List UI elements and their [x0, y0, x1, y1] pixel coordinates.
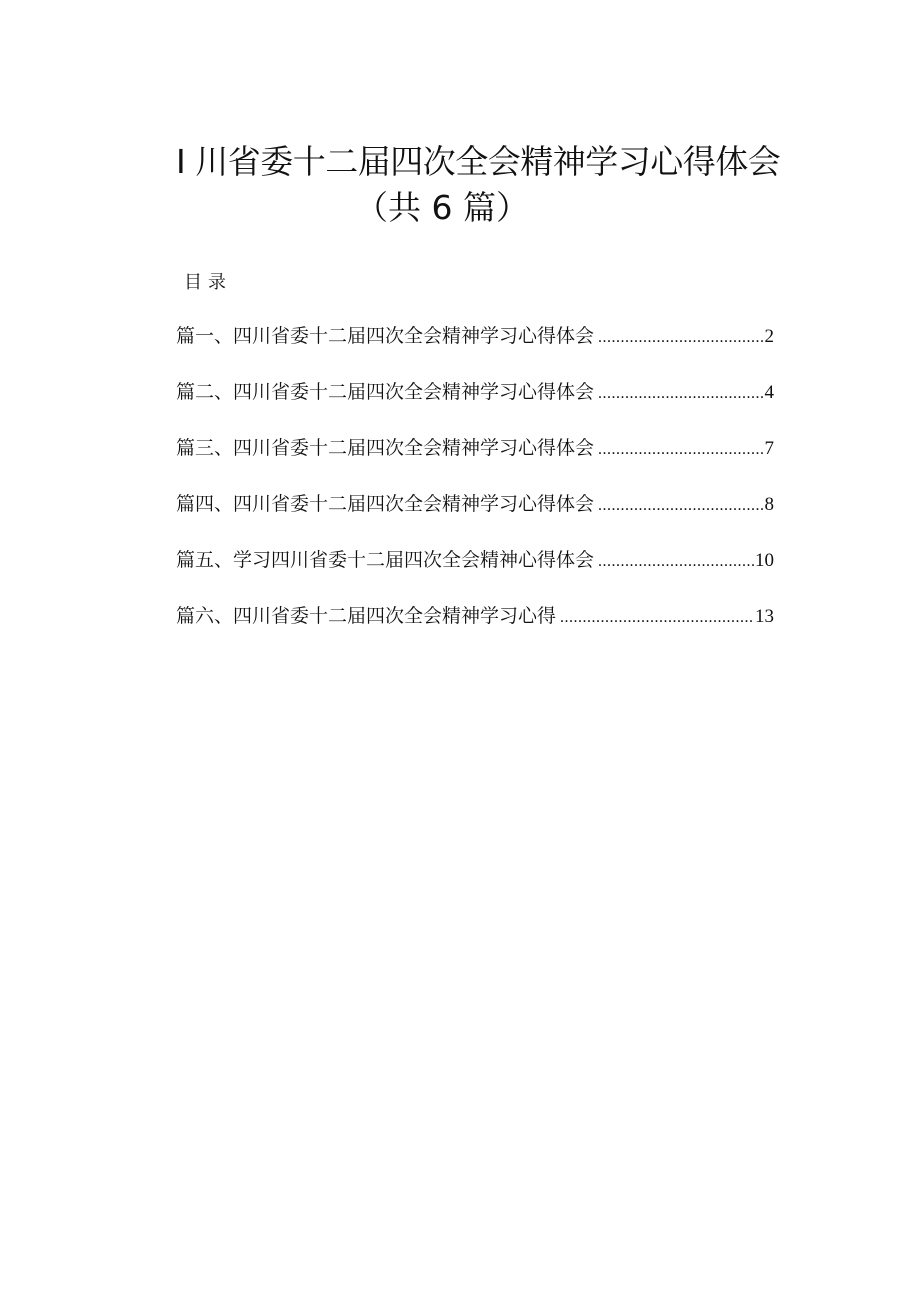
- toc-entry-3[interactable]: [176, 432, 774, 488]
- toc-entry-page: 2: [764, 326, 774, 347]
- toc-leader-dots: [598, 378, 763, 410]
- toc-heading: 目录: [184, 272, 232, 293]
- toc-leader-dots: [598, 322, 763, 354]
- toc-entry-6[interactable]: [176, 600, 774, 656]
- toc-entry-page: 10: [755, 550, 774, 571]
- toc-entry-page: 7: [764, 438, 774, 459]
- toc-entry-text: 篇一、四川省委十二届四次全会精神学习心得体会: [176, 325, 595, 347]
- toc-leader-dots: [598, 490, 763, 522]
- toc-leader-dots: [560, 602, 754, 634]
- toc-entry-text: 篇六、四川省委十二届四次全会精神学习心得: [176, 605, 557, 627]
- toc-entry-2[interactable]: [176, 376, 774, 432]
- toc-entry-4[interactable]: [176, 488, 774, 544]
- toc-leader-dots: [598, 434, 763, 466]
- document-subtitle: （共 6 篇）: [355, 188, 529, 227]
- toc-leader-dots: [598, 546, 754, 578]
- document-title: I 川省委十二届四次全会精神学习心得体会: [176, 142, 781, 181]
- table-of-contents: [176, 320, 774, 656]
- toc-entry-text: 篇四、四川省委十二届四次全会精神学习心得体会: [176, 493, 595, 515]
- toc-entry-1[interactable]: [176, 320, 774, 376]
- toc-entry-page: 8: [764, 494, 774, 515]
- toc-entry-text: 篇二、四川省委十二届四次全会精神学习心得体会: [176, 381, 595, 403]
- toc-entry-5[interactable]: [176, 544, 774, 600]
- toc-entry-text: 篇五、学习四川省委十二届四次全会精神心得体会: [176, 549, 595, 571]
- toc-entry-page: 4: [764, 382, 774, 403]
- toc-entry-text: 篇三、四川省委十二届四次全会精神学习心得体会: [176, 437, 595, 459]
- toc-entry-page: 13: [755, 606, 774, 627]
